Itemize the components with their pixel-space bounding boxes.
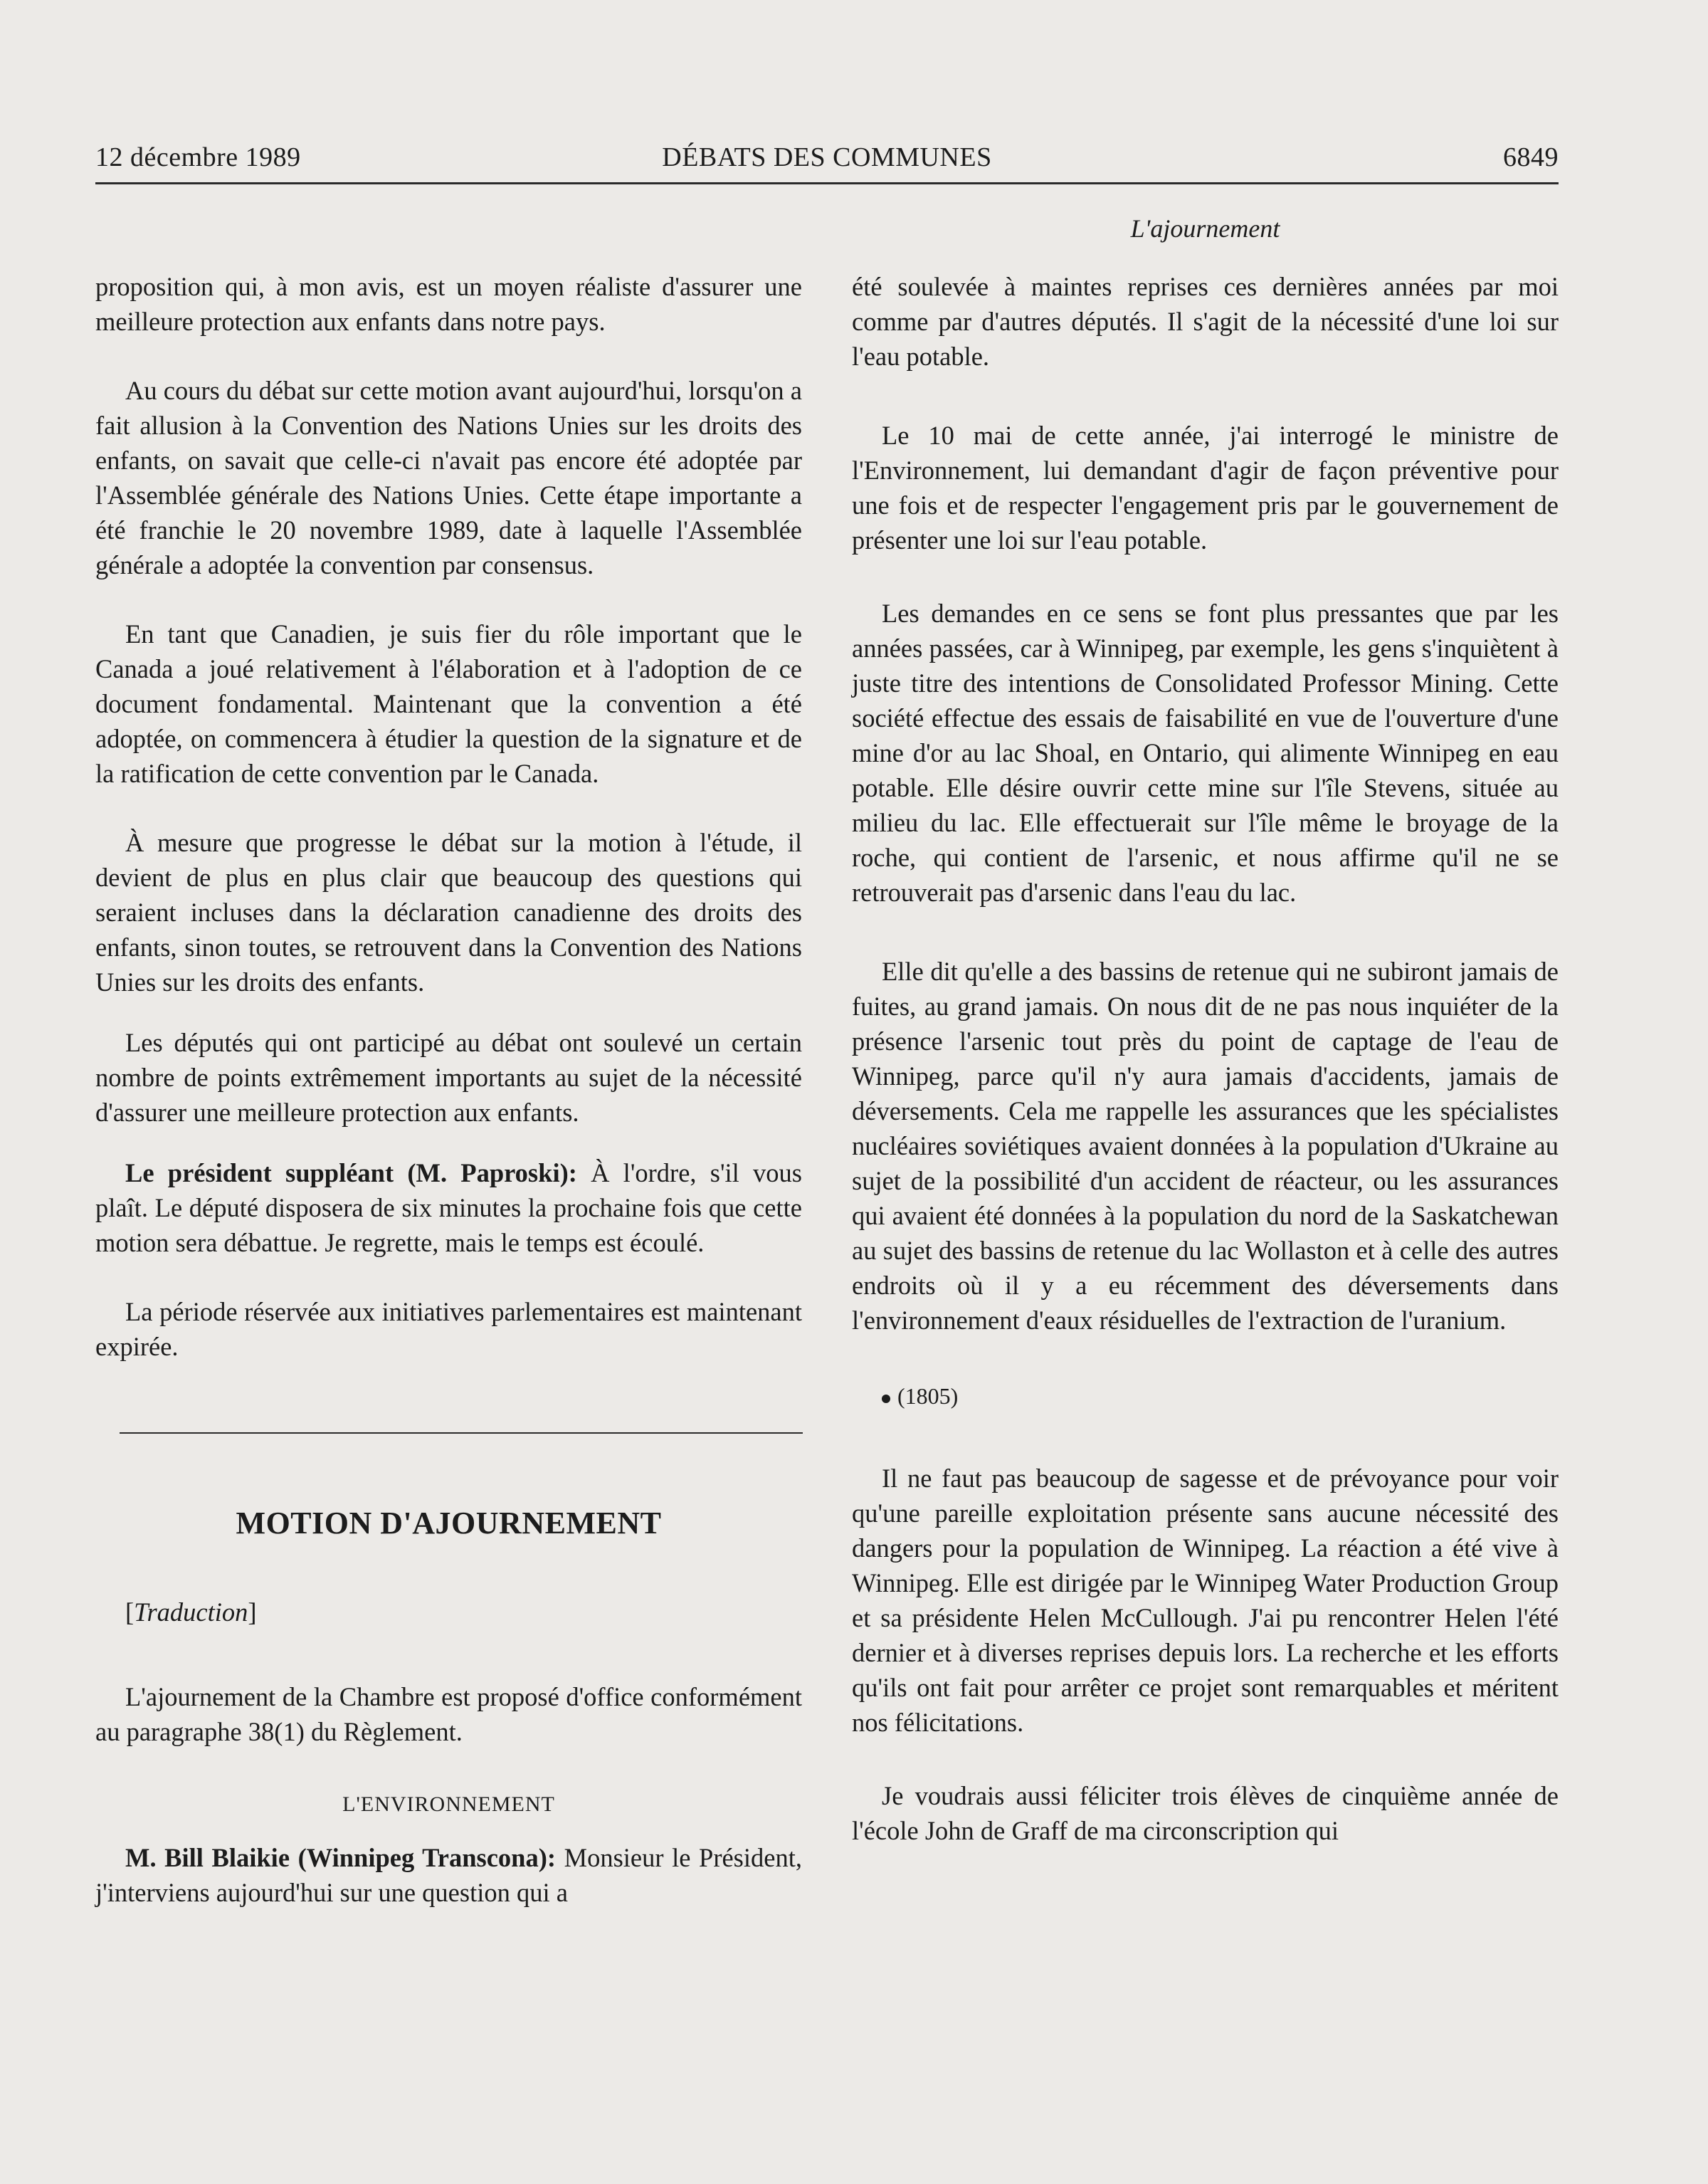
paragraph: Le 10 mai de cette année, j'ai interrogé le ministre de l'Environnement, lui demandant d'agir de façon préventive pour une fois et de respecter l'engagement pris par le gouvernement de présenter une loi sur l'eau potable.: [852, 421, 1559, 555]
paragraph: La période réservée aux initiatives parlementaires est maintenant expirée.: [95, 1297, 802, 1361]
speaker-name: Le président suppléant (M. Paproski):: [125, 1158, 577, 1187]
paragraph: En tant que Canadien, je suis fier du rôle important que le Canada a joué relativement à l'élaboration et à l'adoption de ce document fondamental. Maintenant que la convention a été adoptée, on commencera à étudier la question de la signature et de la ratification de cette convention par le Canada.: [95, 619, 802, 788]
paragraph: L'ajournement de la Chambre est proposé d'office conformément au paragraphe 38(1) du Règlement.: [95, 1682, 802, 1746]
paragraph: Elle dit qu'elle a des bassins de retenue qui ne subiront jamais de fuites, au grand jamais. On nous dit de ne pas nous inquiéter de la présence l'arsenic tout près du point de captage de l'eau de Winnipeg, parce qu'il n'y aura jamais d'accidents, jamais de déversements. Cela me rappelle les assurances que les spécialistes nucléaires soviétiques avaient données à la population d'Ukraine au sujet de la possibilité d'un accident de réacteur, ou les assurances qui avaient été données à la population du nord de la Saskatchewan au sujet des bassins de retenue du lac Wollaston et à celle des autres endroits où il y a eu récemment des déversements dans l'environnement d'eaux résiduelles de l'extraction de l'uranium.: [852, 957, 1559, 1335]
page-header: [95, 140, 1559, 184]
time-marker: (1805): [852, 1379, 1559, 1414]
paragraph: À mesure que progresse le débat sur la motion à l'étude, il devient de plus en plus clair que beaucoup des questions qui seraient incluses dans la déclaration canadienne des droits des enfants, sinon toutes, se retrouvent dans la Convention des Nations Unies sur les droits des enfants.: [95, 828, 802, 997]
header-page-number: 6849: [1503, 142, 1559, 172]
speaker-paragraph: [95, 1155, 802, 1260]
speaker-name: M. Bill Blaikie (Winnipeg Transcona):: [125, 1843, 557, 1872]
paragraph: proposition qui, à mon avis, est un moyen réaliste d'assurer une meilleure protection aux enfants dans notre pays.: [95, 272, 802, 336]
paragraph: Les demandes en ce sens se font plus pressantes que par les années passées, car à Winnipeg, par exemple, les gens s'inquiètent à juste titre des intentions de Consolidated Professor Mining. Cette société effectue des essais de faisabilité en vue de l'ouverture d'une mine d'or au lac Shoal, en Ontario, qui alimente Winnipeg en eau potable. Elle désire ouvrir cette mine sur l'île Stevens, située au milieu du lac. Elle effectuerait sur l'île même le broyage de la roche, qui contient de l'arsenic, et nous affirme qu'il ne se retrouverait pas d'arsenic dans l'eau du lac.: [852, 599, 1559, 907]
paragraph: Je voudrais aussi féliciter trois élèves de cinquième année de l'école John de Graff de ma circonscription qui: [852, 1781, 1559, 1845]
translation-note: [Traduction]: [125, 1597, 257, 1627]
left-column: [95, 269, 802, 1910]
paragraph: Au cours du débat sur cette motion avant aujourd'hui, lorsqu'on a fait allusion à la Convention des Nations Unies sur les droits des enfants, on savait que celle-ci n'avait pas encore été adoptée par l'Assemblée générale des Nations Unies. Cette étape importante a été franchie le 20 novembre 1989, date à laquelle l'Assemblée générale a adoptée la convention par consensus.: [95, 376, 802, 579]
paragraph: Les députés qui ont participé au débat ont soulevé un certain nombre de points extrêmement importants au sujet de la nécessité d'assurer une meilleure protection aux enfants.: [95, 1028, 802, 1127]
right-column: [852, 269, 1559, 1848]
section-title: MOTION D'AJOURNEMENT: [236, 1506, 662, 1540]
speaker-text: À l'ordre, s'il vous plaît. Le député disposera de six minutes la prochaine fois que cette motion sera débattue. Je regrette, mais le temps est écoulé.: [95, 1158, 802, 1257]
subsection-title: L'ENVIRONNEMENT: [342, 1792, 555, 1816]
header-date: 12 décembre 1989: [95, 142, 301, 172]
running-head: L'ajournement: [1130, 214, 1280, 243]
header-title: DÉBATS DES COMMUNES: [662, 142, 992, 172]
speaker-text: Monsieur le Président, j'interviens aujourd'hui sur une question qui a: [95, 1843, 802, 1907]
bullet-icon: [882, 1395, 890, 1403]
paragraph: été soulevée à maintes reprises ces dernières années par moi comme par d'autres députés. Il s'agit de la nécessité d'une loi sur l'eau potable.: [852, 272, 1559, 371]
speaker-paragraph: [95, 1840, 802, 1910]
paragraph: Il ne faut pas beaucoup de sagesse et de prévoyance pour voir qu'une pareille exploitation présente sans aucune nécessité des dangers pour la population de Winnipeg. La réaction a été vive à Winnipeg. Elle est dirigée par le Winnipeg Water Production Group et sa présidente Helen McCullough. J'ai pu rencontrer Helen l'été dernier et à diverses reprises depuis lors. La recherche et les efforts qu'ils ont fait pour arrêter ce projet sont remarquables et méritent nos félicitations.: [852, 1464, 1559, 1737]
